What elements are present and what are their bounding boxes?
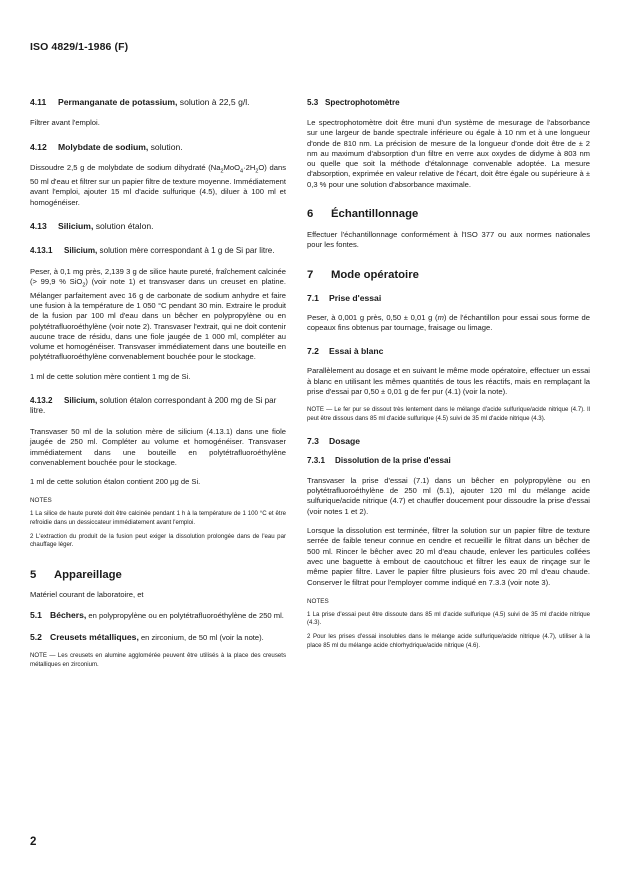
section-number: 7.2	[307, 346, 319, 357]
note-1: 1 La prise d'essai peut être dissoute dans 85 ml d'acide sulfurique (4.5) suivi de 35 ml d'acide nitrique (4.3).	[307, 610, 590, 627]
section-number: 7	[307, 268, 314, 281]
section-number: 5	[30, 568, 37, 581]
subscript: 2	[82, 282, 86, 289]
subscript: 4	[240, 168, 244, 175]
section-4-13-1-heading	[30, 246, 286, 257]
paragraph: Matériel courant de laboratoire, et	[30, 589, 144, 599]
section-5-heading	[30, 568, 286, 582]
notes-heading: NOTES	[307, 597, 329, 605]
section-subtitle: en zirconium, de 50 ml (voir la note).	[138, 632, 264, 642]
paragraph	[30, 163, 286, 208]
note: NOTE — Le fer pur se dissout très lentement dans le mélange d'acide sulfurique/acide nitrique (4.7). Il peut être dissous dans 85 ml d'acide sulfurique (4.5) suivi de 35 ml d'acide nitrique (4.3).	[307, 406, 590, 422]
section-subtitle: solution étalon correspondant à 200 mg de Si par litre.	[30, 395, 277, 416]
section-subtitle: solution.	[148, 142, 183, 153]
section-title: Appareillage	[54, 568, 122, 581]
section-4-11-heading	[30, 97, 286, 108]
section-title: Dissolution de la prise d'essai	[335, 456, 451, 466]
paragraph: Filtrer avant l'emploi.	[30, 118, 100, 127]
section-5-3-heading	[307, 97, 590, 108]
section-number: 7.3	[307, 436, 319, 447]
right-column	[307, 97, 590, 650]
section-number: 4.12	[30, 142, 47, 153]
note-2: 2 Pour les prises d'essai insolubles dans le mélange acide sulfurique/acide nitrique (4.7), utiliser à la place 85 ml du mélange acide chlorhydrique/acide nitrique (4.6).	[307, 633, 590, 649]
subscript: 2	[220, 168, 224, 175]
note-1: 1 La silice de haute pureté doit être calcinée pendant 1 h à la température de 1 100 °C et être refroidie dans un dessiccateur immédiatement avant l'emploi.	[30, 510, 286, 527]
left-column	[30, 97, 286, 669]
section-7-3-1-heading	[307, 456, 590, 467]
paragraph: 1 ml de cette solution mère contient 1 mg de Si.	[30, 371, 191, 381]
section-title: Permanganate de potassium,	[58, 97, 178, 107]
text-run: ) de l'échantillon pour essai sous forme de copeaux fins obtenus par tournage, fraisage ou limage.	[307, 312, 590, 332]
section-title: Silicium,	[64, 246, 98, 255]
section-title: Mode opératoire	[331, 268, 419, 281]
section-7-3-heading	[307, 436, 590, 447]
section-7-1-heading	[307, 293, 590, 304]
paragraph	[30, 267, 286, 363]
section-subtitle: solution mère correspondant à 1 g de Si par litre.	[97, 246, 275, 255]
text-run: Dissoudre 2,5 g de molybdate de sodium dihydraté (Na	[30, 163, 221, 173]
italic-var: m	[437, 312, 444, 322]
section-number: 4.13.1	[30, 246, 53, 255]
section-title: Essai à blanc	[329, 346, 384, 357]
section-5-1-heading	[30, 610, 286, 622]
section-number: 7.3.1	[307, 456, 326, 466]
text-run: O) dans 50 ml d'eau et filtrer sur un papier filtre de texture moyenne. Immédiatement avant l'emploi, ajouter 15 ml d'acide sulfurique (4.5), diluer à 100 ml et homogénéiser.	[30, 163, 286, 207]
section-7-heading	[307, 268, 590, 282]
text-run: MoO	[223, 163, 241, 173]
section-7-2-heading	[307, 346, 590, 357]
section-subtitle: en polypropylène ou en polytétrafluoroéthylène de 250 ml.	[86, 611, 284, 621]
section-title: Échantillonnage	[331, 208, 419, 221]
section-number: 4.13	[30, 221, 47, 231]
section-title: Spectrophotomètre	[325, 98, 400, 107]
paragraph: Effectuer l'échantillonnage conformément à l'ISO 377 ou aux normes nationales pour les fontes.	[307, 230, 590, 250]
paragraph	[307, 313, 590, 334]
section-number: 6	[307, 208, 314, 221]
text-run: Peser, à 0,1 mg près, 2,139 3 g de silice haute pureté, fraîchement calcinée (> 99,9 % SiO	[30, 266, 286, 286]
section-number: 5.1	[30, 610, 42, 621]
section-6-heading	[307, 207, 590, 221]
section-number: 7.1	[307, 292, 319, 303]
section-title: Béchers,	[50, 610, 87, 621]
section-title: Dosage	[329, 436, 361, 447]
paragraph: Parallèlement au dosage et en suivant le même mode opératoire, effectuer un essai à blanc en utilisant les mêmes quantités de tous les réactifs, mais en remplaçant la prise d'essai par 0,50 ± 0,01 g de fer pur (4.1) (voir la note).	[307, 366, 590, 396]
paragraph: Transvaser la prise d'essai (7.1) dans un bêcher en polypropylène ou en polytétrafluoroéthylène de 250 ml (5.1), ajouter 120 ml du mélange acide sulfurique/acide nitrique (4.7) et chauffer doucement pour dissoudre la prise d'essai (voir notes 1 et 2).	[307, 475, 590, 516]
text-run: ) (voir note 1) et transvaser dans un creuset en platine. Mélanger parfaitement avec 16 g de carbonate de sodium anhydre et faire une fusion à la température de 1 050 °C pendant 30 min. Extraire le produit de la fusion par 100 ml d'eau dans un bêcher en polypropylène ou en polytétrafluoroéthylène (voir note 2). Transvaser l'extrait, qui ne doit contenir aucune trace de résidu, dans une fiole jaugée de 1 000 ml, compléter au volume et homogénéiser. Transvaser immédiatement dans une bouteille en polytétrafluoroéthylène convenablement bouchée pour le stockage.	[30, 276, 286, 362]
section-title: Creusets métalliques,	[50, 631, 139, 642]
section-number: 4.13.2	[30, 395, 53, 405]
section-subtitle: solution étalon.	[93, 221, 154, 231]
note-2: 2 L'extraction du produit de la fusion peut exiger la dissolution prolongée dans de l'eau par chauffage léger.	[30, 532, 286, 549]
section-4-12-heading	[30, 142, 286, 153]
paragraph: Transvaser 50 ml de la solution mère de silicium (4.13.1) dans une fiole jaugée de 250 ml. Compléter au volume et homogénéiser. Transvaser immédiatement dans une bouteille en polytétrafluoroéthylène convenablement bouchée pour le stockage.	[30, 426, 286, 467]
section-number: 5.3	[307, 98, 319, 107]
page-number: 2	[30, 836, 37, 848]
notes-heading: NOTES	[30, 497, 52, 505]
paragraph: Le spectrophotomètre doit être muni d'un système de mesurage de l'absorbance sur une largeur de bande spectrale inférieure ou égale à 10 nm et à une longueur d'onde de 810 nm. La précision de mesure de la longueur d'onde doit être de ± 2 nm au maximum d'absorption d'un filtre en verre aux oxydes de didyme à 803 nm ou quelle que soit la méthode d'étalonnage convenable adoptée. La mesure d'absorption, exprimée en valeur relative de l'écart, doit être égale ou supérieure à ± 0,3 % pour une solution d'absorbance maximale.	[307, 118, 590, 189]
section-number: 5.2	[30, 631, 42, 642]
section-4-13-2-heading	[30, 396, 286, 417]
section-title: Molybdate de sodium,	[58, 142, 149, 153]
text-run: ·2H	[243, 163, 256, 173]
document-header: ISO 4829/1-1986 (F)	[30, 41, 129, 53]
section-4-13-heading	[30, 221, 286, 232]
paragraph: 1 ml de cette solution étalon contient 200 µg de Si.	[30, 477, 201, 487]
section-number: 4.11	[30, 97, 47, 107]
note: NOTE — Les creusets en alumine agglomérée peuvent être utilisés à la place des creusets métalliques en zirconium.	[30, 652, 286, 668]
section-title: Silicium,	[64, 395, 98, 405]
section-title: Silicium,	[58, 221, 94, 231]
section-5-2-heading	[30, 632, 286, 644]
text-run: Peser, à 0,001 g près, 0,50 ± 0,01 g (	[307, 312, 438, 322]
paragraph: Lorsque la dissolution est terminée, filtrer la solution sur un papier filtre de texture serrée de faible teneur connue en cendre et recueillir le filtrat dans un bêcher de 500 ml. Rincer le bêcher avec 20 ml d'eau chaude, enlever les particules collées avec une baguette à embout de caoutchouc et filtrer les eaux de rinçage sur le même papier filtre. Laver le papier filtre plusieurs fois avec 20 ml d'eau chaude. Conserver le filtrat pour l'employer comme indiqué en 7.3.3 (voir note 3).	[307, 526, 590, 587]
subscript: 2	[255, 168, 259, 175]
section-title: Prise d'essai	[329, 292, 382, 303]
section-subtitle: solution à 22,5 g/l.	[177, 97, 250, 107]
